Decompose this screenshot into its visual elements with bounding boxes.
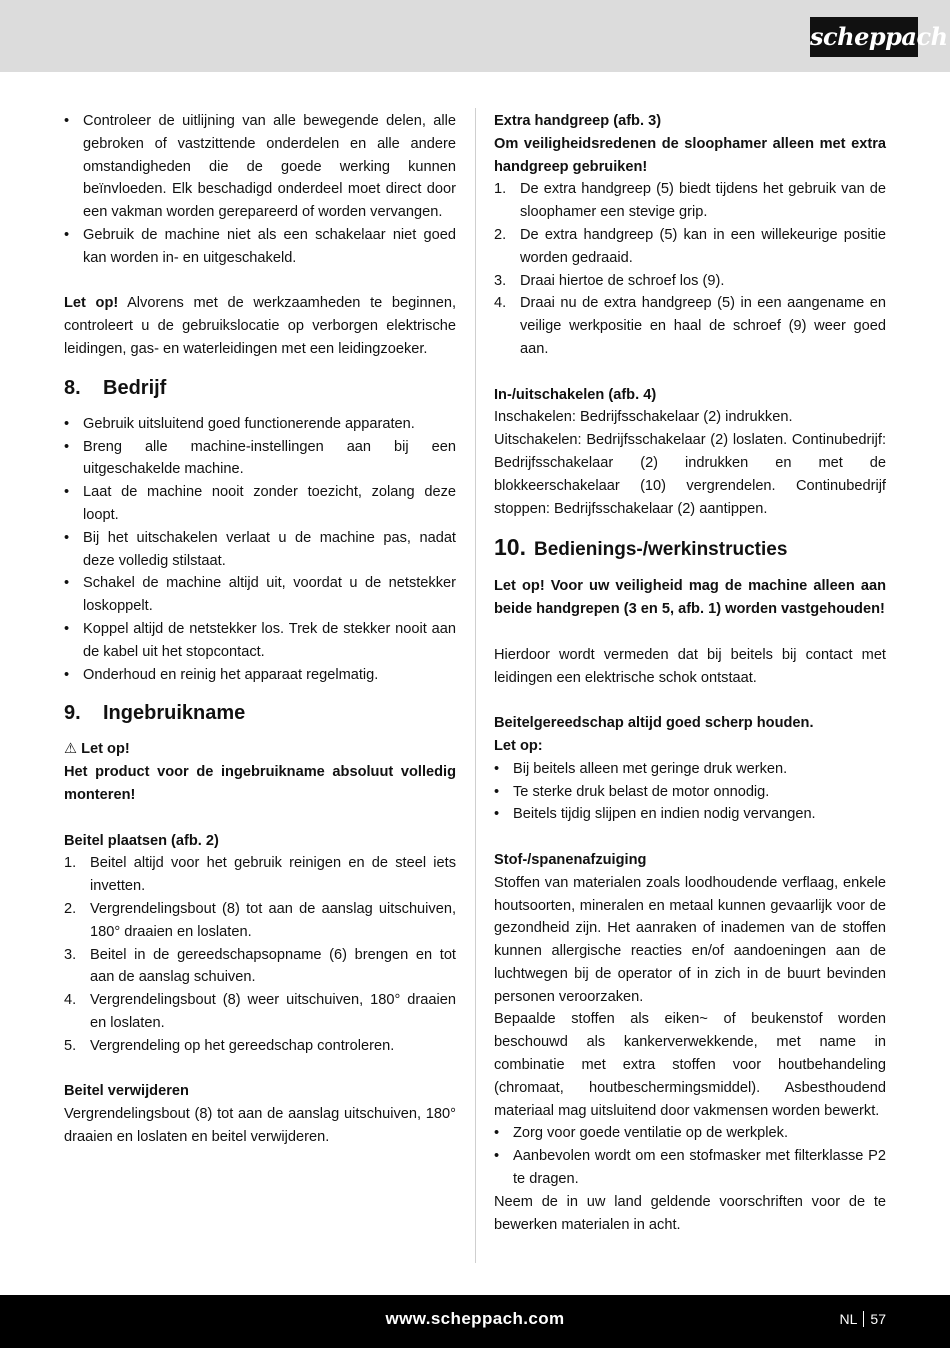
step-item: 1. De extra handgreep (5) biedt tijdens het gebruik van de sloophamer een stevige grip. xyxy=(494,181,886,221)
assembly-warning-text: Het product voor de ingebruikname absoluut volledig monteren! xyxy=(64,764,456,803)
section-title: Bedrijf xyxy=(103,376,167,399)
subheading-sharp: Beitelgereedschap altijd goed scherp houden. xyxy=(494,715,814,732)
dust-list xyxy=(494,1122,886,1190)
section-number: 9. xyxy=(64,702,81,725)
step-item: 3. Beitel in de gereedschapsopname (6) brengen en tot aan de aanslag schuiven. xyxy=(64,946,456,986)
footer-bar xyxy=(0,1295,950,1348)
subheading-chisel-insert: Beitel plaatsen (afb. 2) xyxy=(64,832,219,849)
website-link[interactable]: www.scheppach.com xyxy=(385,1309,565,1328)
section-heading-10 xyxy=(494,532,886,565)
language-code: NL xyxy=(839,1311,858,1327)
dust-paragraph-2: Bepaalde stoffen als eiken~ of beukenstof worden beschouwd als kankerverwekkende, met name in combinatie met extra stoffen voor houtbehandeling (chromaat, houtbeschermingsmiddel). Asbesthoudend materiaal mag uitsluitend door vakmensen worden bewerkt. xyxy=(494,1011,886,1119)
header-bar xyxy=(0,0,950,72)
handgrip-warning: Let op! Voor uw veiligheid mag de machine alleen aan beide handgrepen (3 en 5, afb. 1) worden vastgehouden! xyxy=(494,578,886,618)
subheading-extra-handle: Extra handgreep (afb. 3) xyxy=(494,113,662,129)
checklist xyxy=(64,110,456,270)
sharp-letop: Let op: xyxy=(494,737,543,754)
page-info xyxy=(840,1311,886,1327)
operation-list xyxy=(64,413,456,687)
list-item: • Bij het uitschakelen verlaat u de machine pas, nadat deze volledig stilstaat. xyxy=(64,527,456,573)
on-off-line: Inschakelen: Bedrijfsschakelaar (2) indrukken. xyxy=(494,409,793,426)
separator xyxy=(863,1311,864,1327)
on-off-line: Uitschakelen: Bedrijfsschakelaar (2) loslaten. Continubedrijf: Bedrijfsschakelaar (2) indrukken en met de blokkeerschakelaar (10) vergrendelen. Continubedrijf stoppen: Bedrijfsschakelaar (2) aantippen. xyxy=(494,432,886,517)
left-column xyxy=(64,110,456,1149)
right-column xyxy=(494,110,886,1236)
assembly-warning-label xyxy=(64,738,456,761)
list-item: • Controleer de uitlijning van alle bewegende delen, alle gebroken of vastzittende onderdelen en alle andere omstandigheden die de goede werking kunnen beïnvloeden. Elk beschadigd onderdeel moet direct door een vakman worden gerepareerd of worden vervangen. xyxy=(64,110,456,224)
dust-paragraph-1: Stoffen van materialen zoals loodhoudende verflaag, enkele houtsoorten, mineralen en metaal kunnen gevaarlijk voor de gezondheid zijn. Het aanraken of inademen van de stoffen kunnen allergische reacties en/of aandoeningen aan de luchtwegen bij de operator of in zich in de buurt bevinden personen veroorzaken. xyxy=(494,874,886,1005)
section-title: Ingebruikname xyxy=(103,702,246,725)
list-item: • Onderhoud en reinig het apparaat regelmatig. xyxy=(64,664,456,687)
column-divider xyxy=(475,108,476,1263)
list-item: • Zorg voor goede ventilatie op de werkplek. xyxy=(494,1122,886,1145)
warning-label: Let op! xyxy=(64,295,119,312)
cable-warning xyxy=(64,292,456,360)
step-item: 2. Vergrendelingsbout (8) tot aan de aanslag uitschuiven, 180° draaien en loslaten. xyxy=(64,900,456,940)
list-item: • Te sterke druk belast de motor onnodig. xyxy=(494,781,886,804)
list-item: • Gebruik uitsluitend goed functionerende apparaten. xyxy=(64,413,456,436)
subheading-on-off: In-/uitschakelen (afb. 4) xyxy=(494,386,657,403)
step-item: 4. Vergrendelingsbout (8) weer uitschuiven, 180° draaien en loslaten. xyxy=(64,992,456,1031)
list-item: • Beitels tijdig slijpen en indien nodig vervangen. xyxy=(494,803,886,826)
step-item: 1. Beitel altijd voor het gebruik reinigen en de steel iets invetten. xyxy=(64,855,456,895)
step-item: 2. De extra handgreep (5) kan in een willekeurige positie worden gedraaid. xyxy=(494,226,886,266)
shock-paragraph: Hierdoor wordt vermeden dat bij beitels bij contact met leidingen een elektrische schok ontstaat. xyxy=(494,646,886,686)
section-number: 8. xyxy=(64,376,81,399)
step-item: 3. Draai hiertoe de schroef los (9). xyxy=(494,272,725,289)
list-item: • Breng alle machine-instellingen aan bij een uitgeschakelde machine. xyxy=(64,436,456,482)
list-item: • Koppel altijd de netstekker los. Trek de stekker nooit aan de kabel uit het stopcontact. xyxy=(64,618,456,664)
list-item: • Gebruik de machine niet als een schakelaar niet goed kan worden in- en uitgeschakeld. xyxy=(64,224,456,270)
warning-label: Let op! xyxy=(81,741,130,758)
section-number: 10. xyxy=(494,534,526,561)
section-title: Bedienings-/werkinstructies xyxy=(533,539,788,561)
section-heading-8 xyxy=(64,373,456,403)
section-heading-9 xyxy=(64,698,456,728)
warning-text: Alvorens met de werkzaamheden te beginnen, controleert u de gebruikslocatie op verborgen elektrische leidingen, gas- en waterleidingen met een leidingzoeker. xyxy=(64,295,456,357)
dust-paragraph-3: Neem de in uw land geldende voorschriften voor de te bewerken materialen in acht. xyxy=(494,1193,886,1233)
step-item: 5. Vergrendeling op het gereedschap controleren. xyxy=(64,1037,395,1054)
extra-handle-warning: Om veiligheidsredenen de sloophamer alleen met extra handgreep gebruiken! xyxy=(494,135,886,175)
brand-logo: scheppach xyxy=(810,17,918,57)
warning-triangle-icon: ⚠ xyxy=(64,741,78,758)
sharp-list xyxy=(494,758,886,826)
chisel-insert-steps xyxy=(64,852,456,1057)
chisel-remove-text: Vergrendelingsbout (8) tot aan de aanslag uitschuiven, 180° draaien en loslaten en beitel verwijderen. xyxy=(64,1106,456,1145)
page-number: 57 xyxy=(870,1311,886,1327)
list-item: • Schakel de machine altijd uit, voordat u de netstekker loskoppelt. xyxy=(64,572,456,618)
subheading-chisel-remove: Beitel verwijderen xyxy=(64,1083,189,1100)
extra-handle-steps xyxy=(494,178,886,360)
list-item: • Bij beitels alleen met geringe druk werken. xyxy=(494,758,886,781)
step-item: 4. Draai nu de extra handgreep (5) in een aangename en veilige werkpositie en haal de schroef (9) weer goed aan. xyxy=(494,295,886,357)
subheading-dust: Stof-/spanenafzuiging xyxy=(494,851,647,868)
list-item: • Laat de machine nooit zonder toezicht, zolang deze loopt. xyxy=(64,481,456,527)
list-item: • Aanbevolen wordt om een stofmasker met filterklasse P2 te dragen. xyxy=(494,1145,886,1191)
